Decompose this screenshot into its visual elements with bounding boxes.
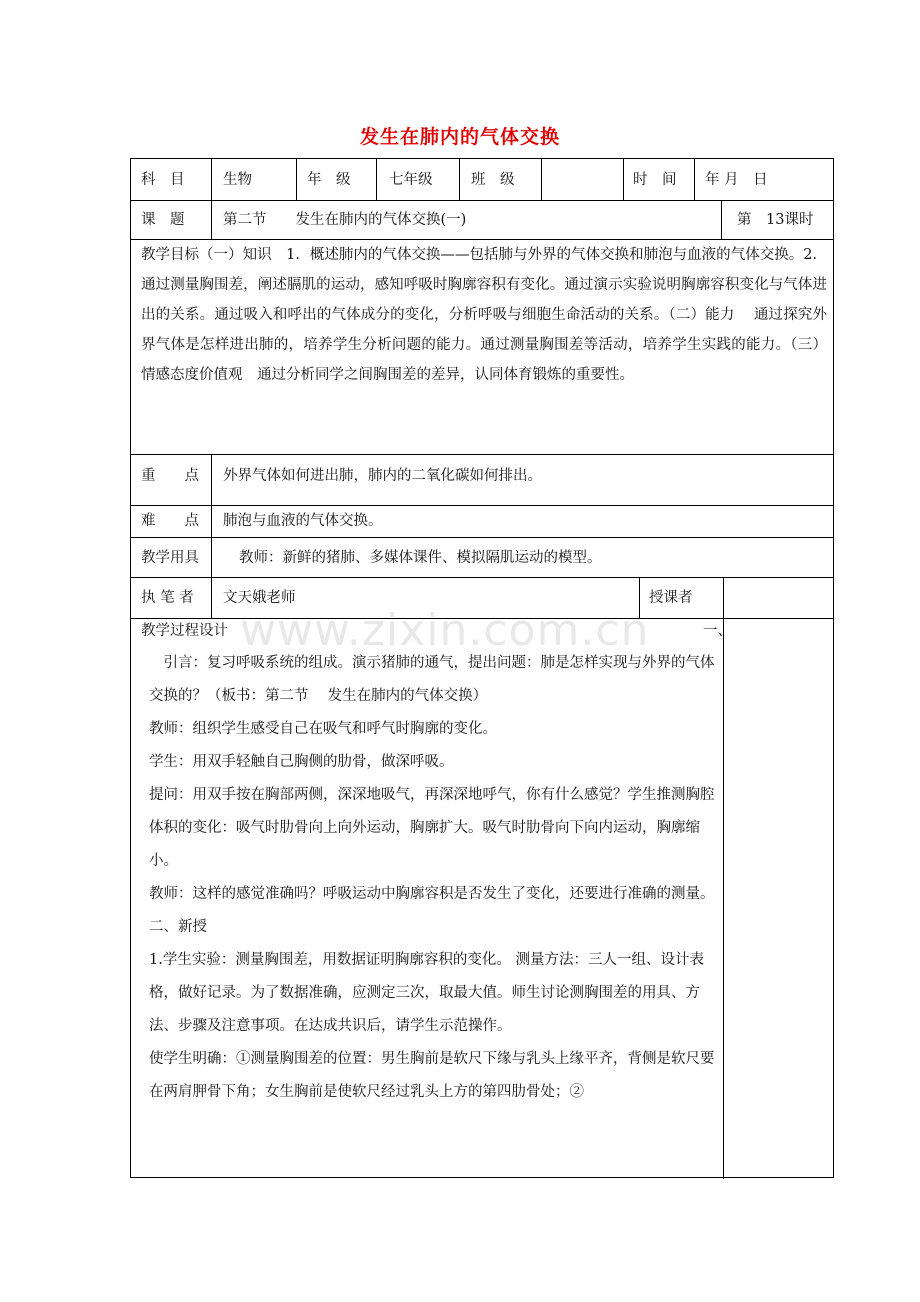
tools-value: 教师：新鲜的猪肺、多媒体课件、模拟隔肌运动的模型。 bbox=[239, 550, 602, 566]
time-value: 年 月 日 bbox=[705, 172, 768, 188]
author-value: 文天娥老师 bbox=[223, 590, 296, 606]
author-label: 执 笔 者 bbox=[141, 590, 194, 606]
process-side-mark: 一、 bbox=[703, 623, 732, 639]
process-section bbox=[131, 619, 732, 1179]
topic-value: 第二节 发生在肺内的气体交换(一) bbox=[223, 212, 467, 228]
lesson-plan-table bbox=[130, 158, 834, 1178]
difficult-label: 难 点 bbox=[141, 513, 199, 529]
process-paragraph: 引言：复习呼吸系统的组成。演示猪肺的通气，提出问题：肺是怎样实现与外界的气体交换的？（板书：第二节 发生在肺内的气体交换） bbox=[149, 655, 715, 704]
process-paragraph: 教师：组织学生感受自己在吸气和呼气时胸廓的变化。 bbox=[149, 721, 497, 737]
process-paragraph: 提问：用双手按在胸部两侧，深深地吸气，再深深地呼气，你有什么感觉？学生推测胸腔体积的变化：吸气时肋骨向上向外运动，胸廓扩大。吸气时肋骨向下向内运动，胸廓缩小。 bbox=[149, 787, 715, 869]
teacher-label: 授课者 bbox=[649, 590, 693, 606]
document-title: 发生在肺内的气体交换 bbox=[359, 126, 560, 148]
grade-value: 七年级 bbox=[389, 172, 433, 188]
tools-label: 教学用具 bbox=[141, 550, 199, 566]
time-label: 时 间 bbox=[633, 172, 677, 188]
period-value: 第 13课时 bbox=[737, 212, 814, 228]
subject-value: 生物 bbox=[223, 172, 252, 188]
process-paragraph: 学生：用双手轻触自己胸侧的肋骨，做深呼吸。 bbox=[149, 754, 454, 770]
grade-label: 年 级 bbox=[307, 172, 351, 188]
topic-label: 课 题 bbox=[141, 212, 185, 228]
difficult-value: 肺泡与血液的气体交换。 bbox=[223, 513, 383, 529]
process-paragraph: 教师：这样的感觉准确吗？呼吸运动中胸廓容积是否发生了变化，还要进行准确的测量。 bbox=[149, 886, 715, 902]
process-paragraph: 使学生明确：①测量胸围差的位置：男生胸前是软尺下缘与乳头上缘平齐，背侧是软尺要在两肩胛骨下角；女生胸前是使软尺经过乳头上方的第四肋骨处；② bbox=[149, 1051, 715, 1100]
process-heading: 教学过程设计 bbox=[141, 623, 228, 639]
objectives-text: 教学目标（一）知识 1．概述肺内的气体交换——包括肺与外界的气体交换和肺泡与血液的气体交换。2．通过测量胸围差，阐述膈肌的运动，感知呼吸时胸廓容积有变化。通过演示实验说明胸廓容积变化与气体进出的关系。通过吸入和呼出的气体成分的变化，分析呼吸与细胞生命活动的关系。（二）能力 通过探究外界气体是怎样进出肺的，培养学生分析问题的能力。通过测量胸围差等活动，培养学生实践的能力。（三）情感态度价值观 通过分析同学之间胸围差的差异，认同体育锻炼的重要性。 bbox=[141, 247, 827, 383]
watermark: www.zixin.com.cn bbox=[240, 605, 650, 656]
process-body bbox=[149, 647, 719, 1109]
key-points-value: 外界气体如何进出肺，肺内的二氧化碳如何排出。 bbox=[223, 468, 542, 484]
class-label: 班 级 bbox=[471, 172, 515, 188]
process-paragraph: 1.学生实验：测量胸围差，用数据证明胸廓容积的变化。 测量方法：三人一组、设计表格，做好记录。为了数据准确，应测定三次，取最大值。师生讨论测胸围差的用具、方法、步骤及注意事项。在达成共识后，请学生示范操作。 bbox=[149, 952, 704, 1034]
key-points-label: 重 点 bbox=[141, 468, 199, 484]
process-paragraph: 二、新授 bbox=[149, 919, 207, 935]
subject-label: 科 目 bbox=[141, 172, 185, 188]
